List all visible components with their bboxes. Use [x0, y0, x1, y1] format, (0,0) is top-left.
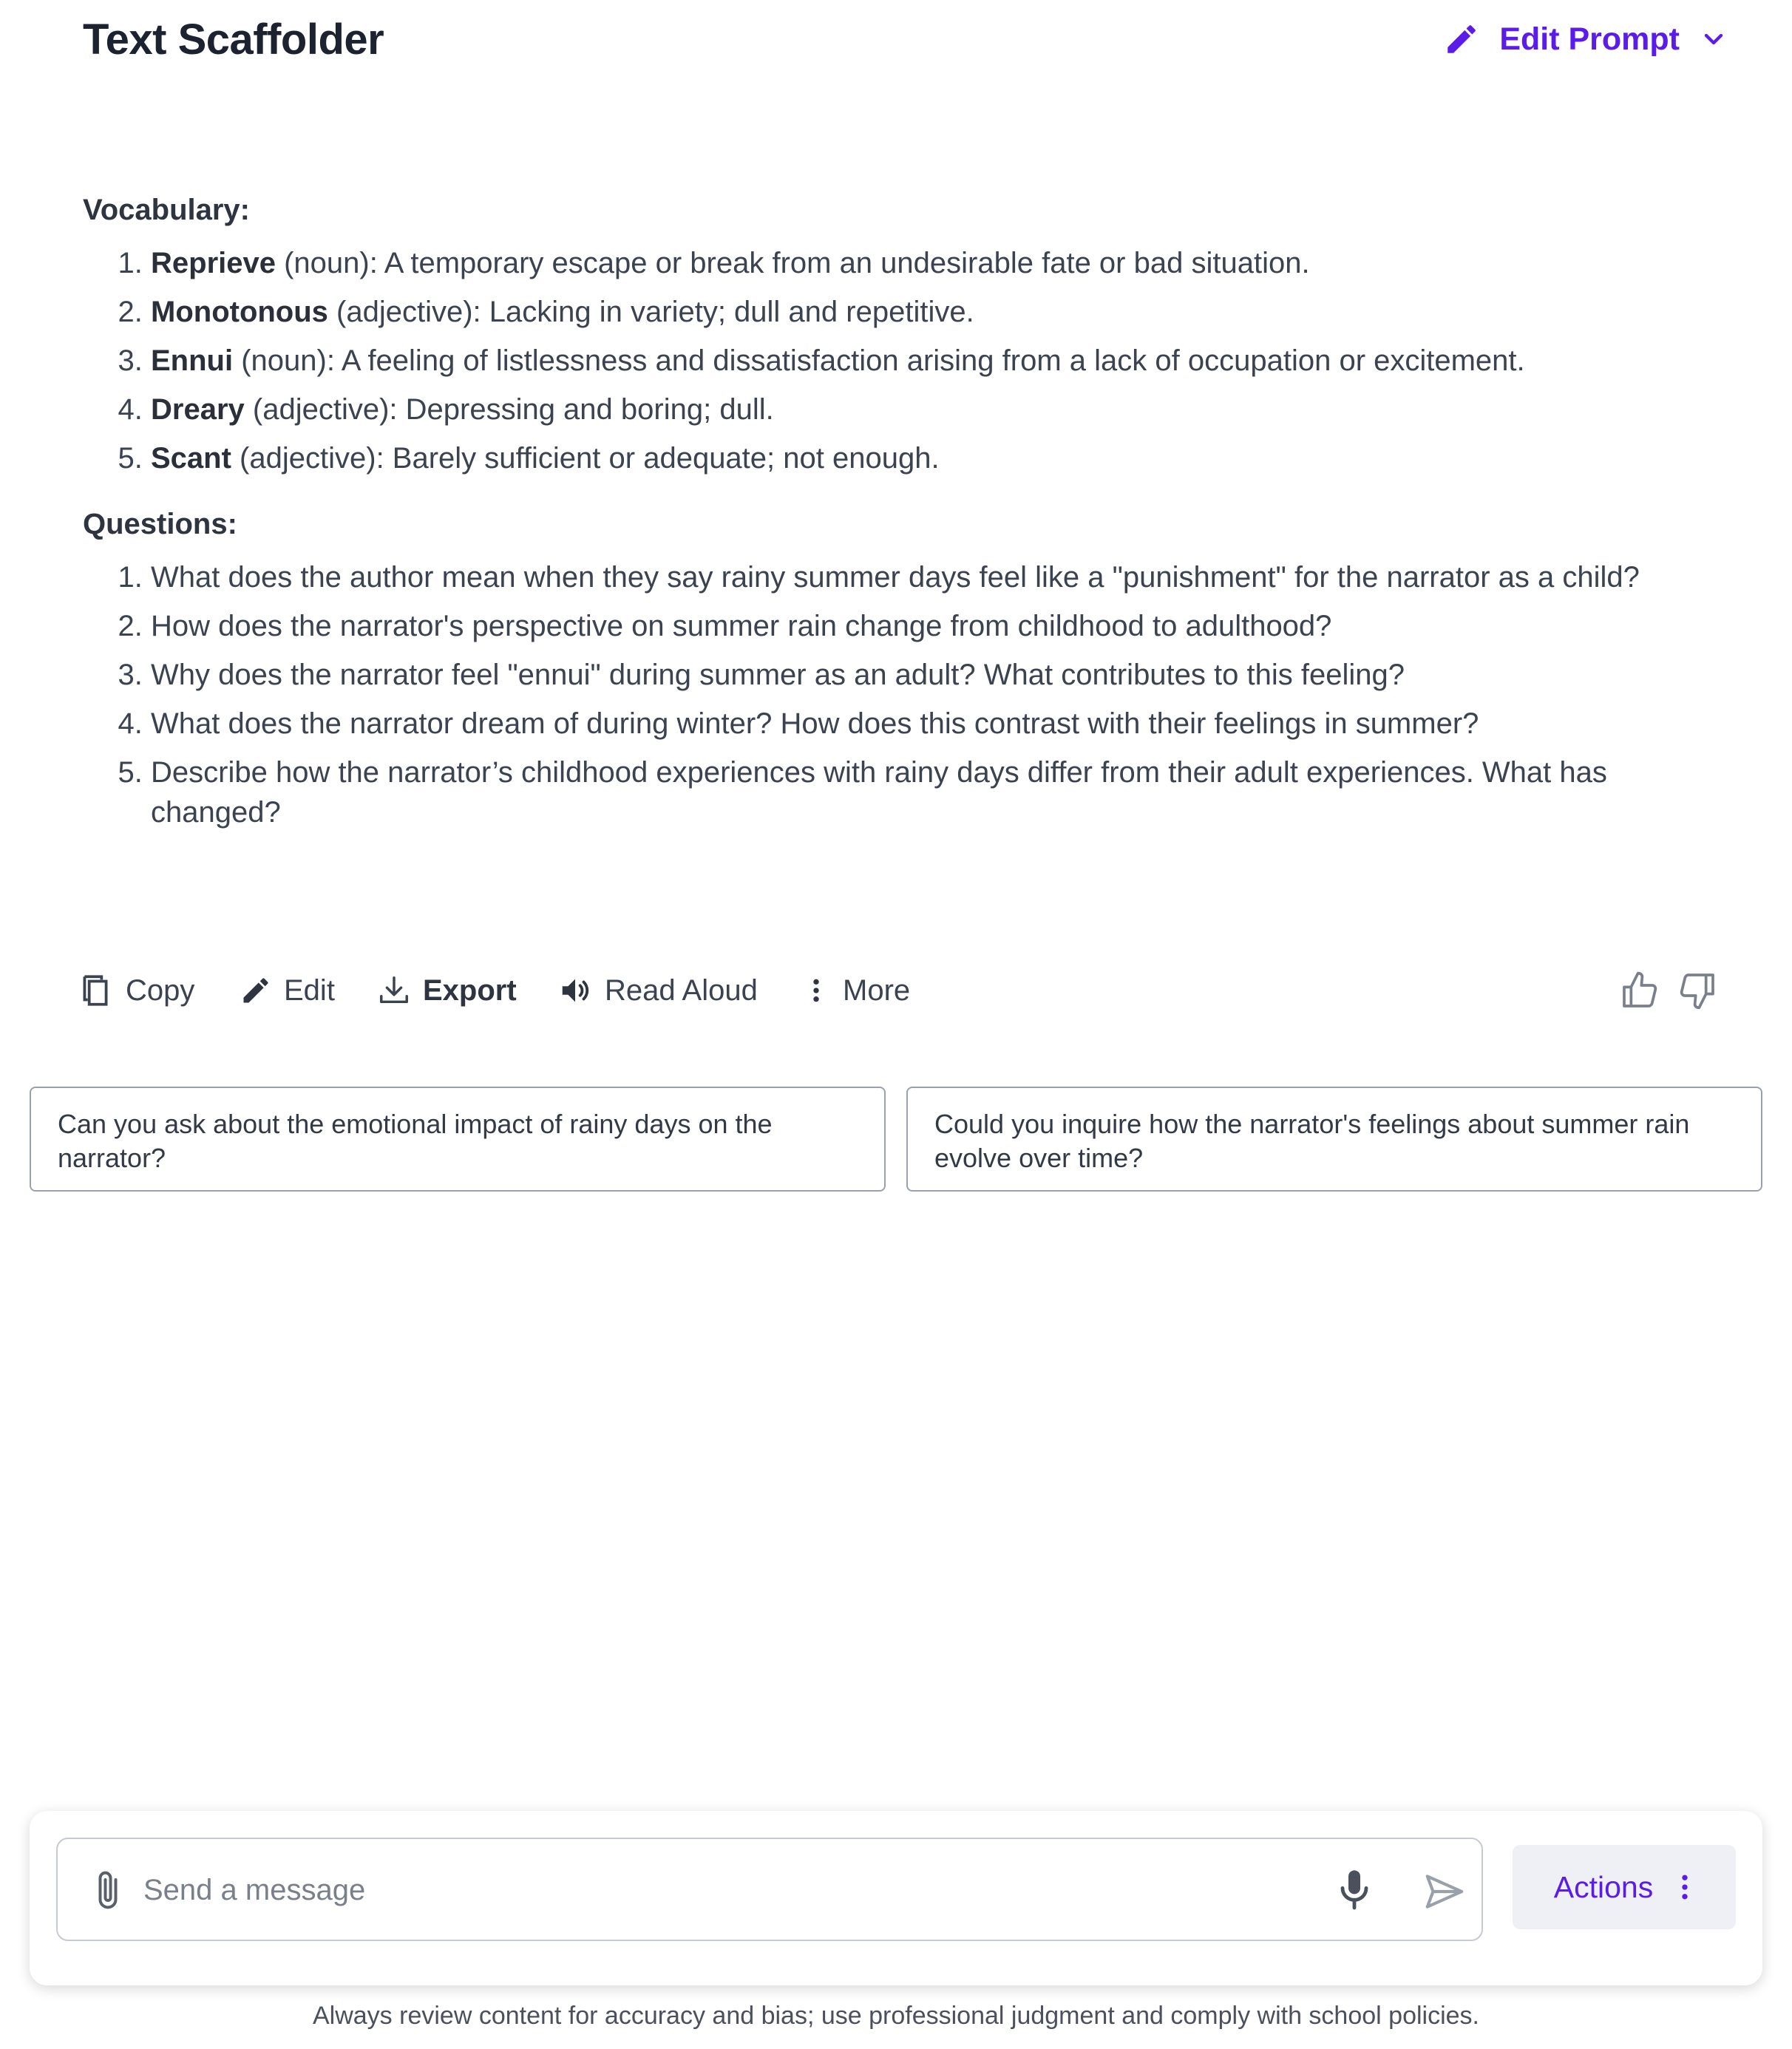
actions-button[interactable] [1513, 1845, 1736, 1929]
vocab-term: Reprieve [151, 247, 276, 279]
more-button[interactable] [801, 961, 910, 1020]
list-item: 4. What does the narrator dream of during winter? How does this contrast with their feelings in summer? [151, 704, 1709, 744]
vocab-definition: (noun): A feeling of listlessness and dissatisfaction arising from a lack of occupation or excitement. [233, 344, 1525, 377]
list-item [151, 292, 1709, 332]
list-item: 3. Why does the narrator feel "ennui" during summer as an adult? What contributes to this feeling? [151, 655, 1709, 695]
thumbs-up-icon[interactable] [1619, 970, 1660, 1011]
pencil-icon [1443, 21, 1480, 58]
questions-list [83, 557, 1709, 832]
vocabulary-heading: Vocabulary: [83, 194, 250, 226]
copy-label: Copy [126, 973, 195, 1007]
edit-prompt-label: Edit Prompt [1499, 21, 1680, 57]
list-item: 1. What does the author mean when they say rainy summer days feel like a "punishment" for the narrator as a child? [151, 557, 1709, 597]
vocab-term: Monotonous [151, 296, 328, 328]
list-item [151, 243, 1709, 283]
actions-label: Actions [1553, 1869, 1654, 1904]
pencil-icon [240, 974, 272, 1007]
read-aloud-button[interactable] [557, 961, 758, 1020]
response-content [83, 194, 1709, 841]
more-vertical-icon [1675, 1871, 1694, 1903]
thumbs-down-icon[interactable] [1677, 970, 1718, 1011]
list-item [151, 390, 1709, 429]
message-input-container [56, 1838, 1483, 1941]
vocab-term: Ennui [151, 344, 234, 377]
download-icon [377, 973, 411, 1007]
header [0, 0, 1792, 89]
vocab-term: Scant [151, 442, 231, 475]
response-toolbar [77, 961, 1718, 1020]
read-aloud-label: Read Aloud [605, 973, 758, 1007]
vocabulary-list [83, 243, 1709, 478]
chevron-down-icon[interactable] [1699, 24, 1728, 54]
vocab-definition: (adjective): Barely sufficient or adequate; not enough. [231, 442, 940, 475]
edit-button[interactable] [240, 961, 335, 1020]
vocab-definition: (adjective): Depressing and boring; dull. [244, 393, 774, 426]
vocab-definition: (adjective): Lacking in variety; dull and repetitive. [327, 296, 974, 328]
list-item [151, 341, 1709, 381]
vocab-term: Dreary [151, 393, 245, 426]
copy-icon [77, 971, 114, 1010]
vocab-definition: (noun): A temporary escape or break from an undesirable fate or bad situation. [275, 247, 1310, 279]
suggestion-card[interactable]: Can you ask about the emotional impact of rainy days on the narrator? [30, 1087, 886, 1192]
more-vertical-icon [801, 973, 831, 1007]
paperclip-icon[interactable] [87, 1866, 129, 1914]
edit-label: Edit [284, 973, 335, 1007]
questions-heading: Questions: [83, 508, 237, 540]
more-label: More [843, 973, 911, 1007]
send-icon[interactable] [1418, 1869, 1471, 1914]
edit-prompt-button[interactable] [1443, 21, 1728, 58]
microphone-icon[interactable] [1331, 1866, 1378, 1914]
disclaimer-text: Always review content for accuracy and bias; use professional judgment and comply with school policies. [312, 2002, 1479, 2030]
page-title: Text Scaffolder [83, 16, 384, 64]
list-item [151, 438, 1709, 478]
export-button[interactable] [377, 961, 517, 1020]
speaker-icon [557, 973, 593, 1007]
feedback-group [1619, 961, 1718, 1020]
message-composer [30, 1811, 1762, 1985]
copy-button[interactable] [77, 961, 194, 1020]
message-input[interactable] [143, 1861, 1326, 1919]
suggestion-card[interactable]: Could you inquire how the narrator's feelings about summer rain evolve over time? [906, 1087, 1762, 1192]
list-item: 5. Describe how the narrator’s childhood experiences with rainy days differ from their adult experiences. What has changed? [151, 752, 1709, 832]
export-label: Export [423, 973, 517, 1007]
list-item: 2. How does the narrator's perspective on summer rain change from childhood to adulthood? [151, 606, 1709, 646]
